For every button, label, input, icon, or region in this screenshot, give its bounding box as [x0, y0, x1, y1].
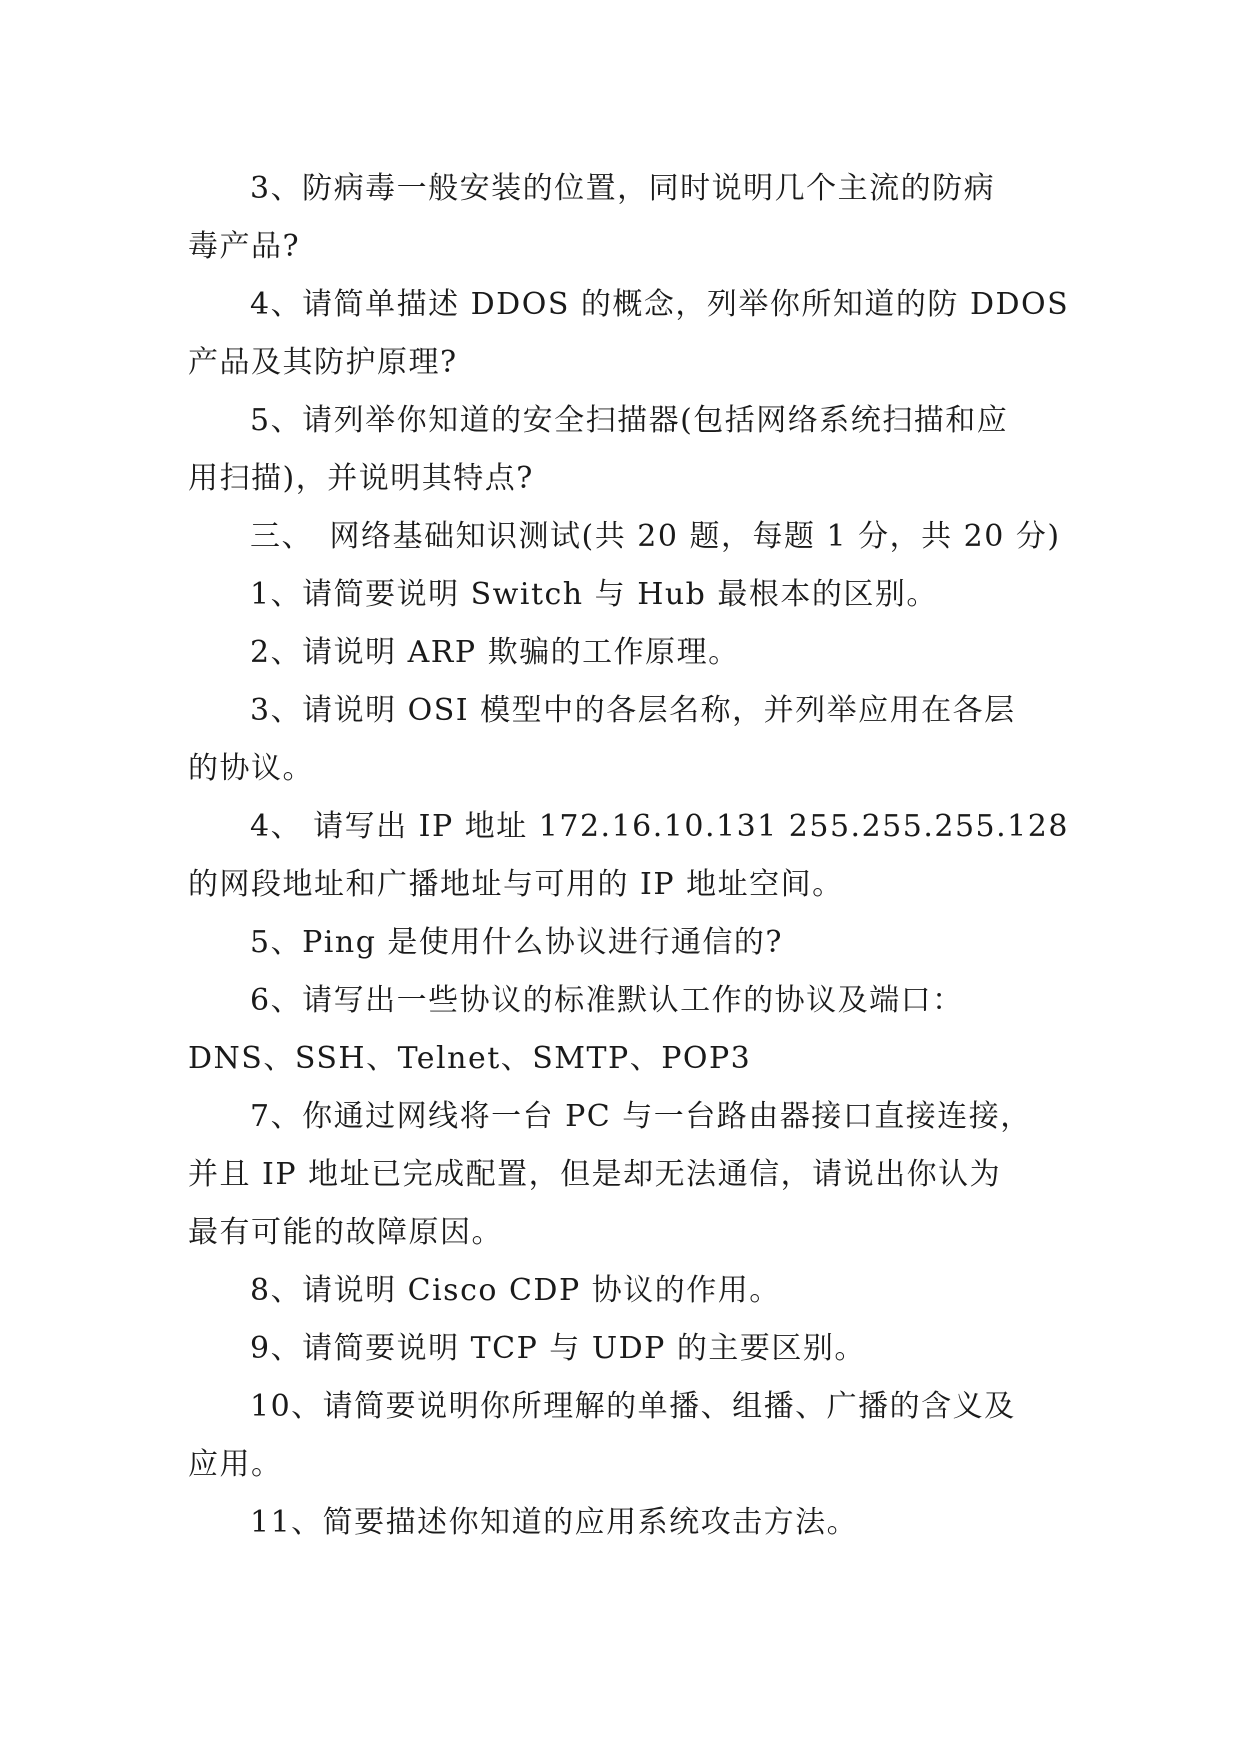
question-app-attack-methods — [188, 1494, 1050, 1552]
question-switch-vs-hub — [188, 566, 1050, 624]
paragraph-line: 应用。 — [188, 1447, 283, 1482]
question-security-scanner — [188, 392, 1050, 508]
question-unicast-multicast-broadcast — [188, 1378, 1050, 1494]
paragraph-line: 毒产品? — [188, 229, 301, 264]
question-osi-layers — [188, 682, 1050, 798]
section-heading-network-basics — [188, 508, 1061, 566]
question-antivirus-placement — [188, 160, 1050, 276]
paragraph-line: 并且 IP 地址已完成配置，但是却无法通信，请说出你认为 — [188, 1157, 1002, 1192]
question-ping-protocol — [188, 914, 1050, 972]
paragraph-line: 最有可能的故障原因。 — [188, 1215, 503, 1250]
paragraph-line: 4、 请写出 IP 地址 172.16.10.131 255.255.255.128 — [250, 809, 1069, 844]
paragraph-line: 9、请简要说明 TCP 与 UDP 的主要区别。 — [250, 1331, 866, 1366]
paragraph-line: DNS、SSH、Telnet、SMTP、POP3 — [188, 1041, 752, 1076]
question-ddos — [188, 276, 1070, 392]
paragraph-line: 3、请说明 OSI 模型中的各层名称，并列举应用在各层 — [250, 693, 1016, 728]
paragraph-line: 3、防病毒一般安装的位置，同时说明几个主流的防病 — [250, 171, 996, 206]
paragraph-line: 10、请简要说明你所理解的单播、组播、广播的含义及 — [250, 1389, 1016, 1424]
question-ip-subnet — [188, 798, 1069, 914]
question-tcp-vs-udp — [188, 1320, 1050, 1378]
section-heading: 三、 网络基础知识测试(共 20 题，每题 1 分，共 20 分) — [250, 519, 1061, 554]
paragraph-line: 4、请简单描述 DDOS 的概念，列举你所知道的防 DDOS — [250, 287, 1070, 322]
question-cisco-cdp — [188, 1262, 1050, 1320]
question-default-ports — [188, 972, 1050, 1088]
paragraph-line: 产品及其防护原理? — [188, 345, 458, 380]
paragraph-line: 6、请写出一些协议的标准默认工作的协议及端口： — [250, 983, 964, 1018]
paragraph-line: 7、你通过网线将一台 PC 与一台路由器接口直接连接， — [250, 1099, 1032, 1134]
paragraph-line: 5、请列举你知道的安全扫描器(包括网络系统扫描和应 — [250, 403, 1009, 438]
paragraph-line: 的网段地址和广播地址与可用的 IP 地址空间。 — [188, 867, 844, 902]
paragraph-line: 11、简要描述你知道的应用系统攻击方法。 — [250, 1505, 859, 1540]
paragraph-line: 2、请说明 ARP 欺骗的工作原理。 — [250, 635, 740, 670]
question-pc-router-fault — [188, 1088, 1050, 1262]
paragraph-line: 用扫描)，并说明其特点? — [188, 461, 534, 496]
question-arp-spoofing — [188, 624, 1050, 682]
document-page — [188, 160, 1070, 1552]
paragraph-line: 8、请说明 Cisco CDP 协议的作用。 — [250, 1273, 781, 1308]
paragraph-line: 的协议。 — [188, 751, 314, 786]
paragraph-line: 1、请简要说明 Switch 与 Hub 最根本的区别。 — [250, 577, 938, 612]
paragraph-line: 5、Ping 是使用什么协议进行通信的? — [250, 925, 784, 960]
